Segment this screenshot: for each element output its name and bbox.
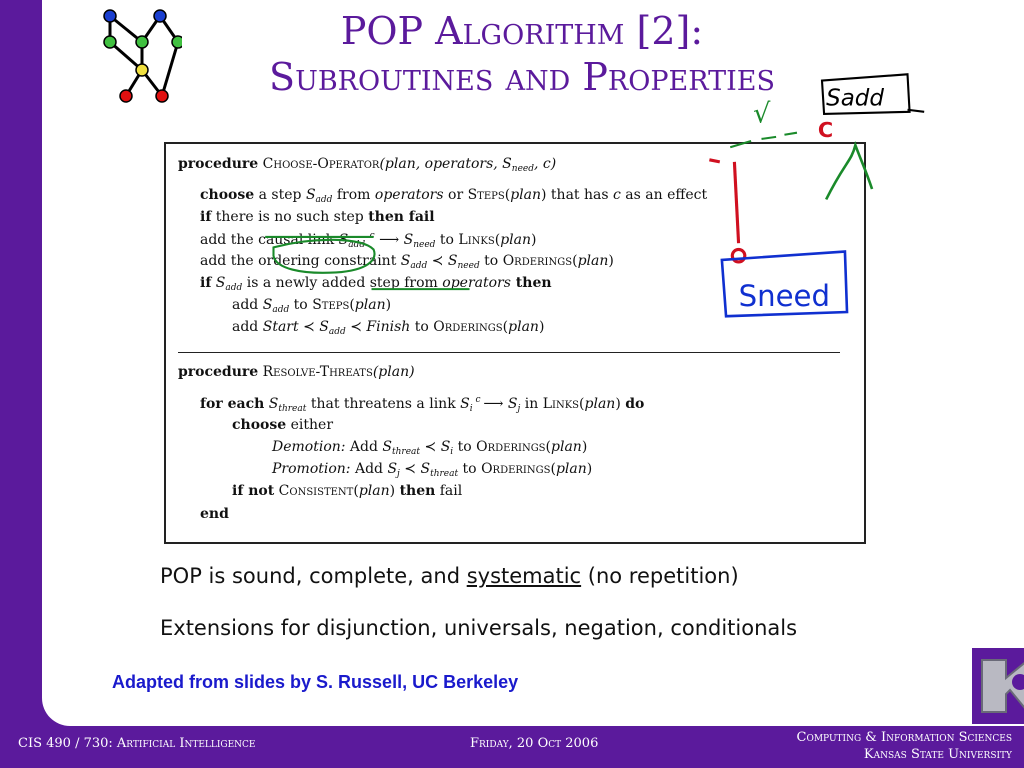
choose-operator-line-4: add the ordering constraint $S_{add}$ ≺ $S_{need}$ to Orderings(plan): [200, 253, 614, 271]
resolve-threats-header: procedure Resolve-Threats(plan): [178, 364, 415, 380]
ink-sneed-text: Sneed: [738, 278, 831, 313]
slide-footer: [0, 726, 1024, 768]
ink-sadd-text: Sadd: [826, 85, 884, 112]
choose-operator-line-6: add $S_{add}$ to Steps(plan): [232, 297, 392, 315]
choose-operator-line-2: if there is no such step then fail: [200, 209, 435, 225]
choose-operator-header: procedure Choose-Operator(plan, operators, $S_{need}$, c): [178, 156, 557, 174]
footer-university: Kansas State University: [863, 747, 1012, 762]
resolve-threats-end: end: [200, 506, 229, 522]
kdd-graph-logo: [90, 2, 182, 104]
resolve-threats-line-5: if not Consistent(plan) then fail: [232, 483, 463, 499]
credit-text: Adapted from slides by S. Russell, UC Berkeley: [112, 672, 519, 692]
footer-dept: Computing & Information Sciences: [796, 730, 1012, 745]
ink-c-label: C: [817, 117, 834, 142]
procedure-divider: [178, 352, 840, 353]
title-line-2: Subroutines and Properties: [269, 55, 775, 99]
footer-course: CIS 490 / 730: Artificial Intelligence: [18, 736, 256, 751]
property-line-1: POP is sound, complete, and systematic (no repetition): [160, 564, 739, 588]
footer-date: Friday, 20 Oct 2006: [470, 736, 599, 751]
resolve-threats-demotion: Demotion: Add $S_{threat}$ ≺ $S_i$ to Orderings(plan): [272, 439, 588, 457]
resolve-threats-promotion: Promotion: Add $S_j$ ≺ $S_{threat}$ to Orderings(plan): [272, 461, 593, 479]
choose-operator-line-1: choose a step $S_{add}$ from operators or Steps(plan) that has c as an effect: [200, 187, 708, 205]
choose-operator-line-7: add Start ≺ $S_{add}$ ≺ Finish to Orderings(plan): [232, 319, 545, 337]
choose-operator-line-5: if $S_{add}$ is a newly added step from operators then: [200, 275, 552, 293]
algorithm-box: [164, 142, 866, 544]
resolve-threats-line-2: choose either: [232, 417, 334, 433]
title-line-1: POP Algorithm [2]:: [340, 9, 704, 53]
choose-operator-line-3: add the causal link $S_{add}$ $^c$ ⟶ $S_{need}$ to Links(plan): [200, 231, 537, 250]
resolve-threats-line-1: for each $S_{threat}$ that threatens a link $S_i$ $^c$ ⟶ $S_j$ in Links(plan) do: [200, 395, 645, 414]
slide: [42, 0, 1024, 726]
slide-title: [42, 8, 1002, 100]
kstate-wildcat-icon: [972, 648, 1024, 724]
systematic-term: systematic: [466, 564, 582, 588]
property-line-2: Extensions for disjunction, universals, negation, conditionals: [160, 616, 798, 640]
footer-institution: [797, 729, 1012, 763]
kstate-logo: [972, 648, 1024, 724]
ink-check: √: [753, 98, 771, 130]
